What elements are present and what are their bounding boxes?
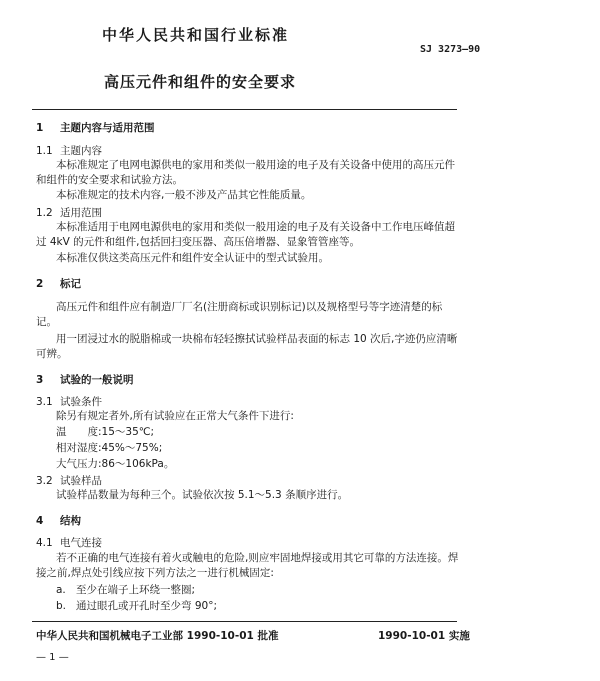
paragraph-line: 本标准适用于电网电源供电的家用和类似一般用途的电子及有关设备中工作电压峰值超 — [56, 221, 455, 233]
paragraph-line: 和组件的安全要求和试验方法。 — [36, 174, 183, 186]
list-item-a: a. 至少在端子上环绕一整圈; — [56, 584, 196, 596]
section-2-heading: 2 标记 — [36, 278, 81, 290]
section-4-heading: 4 结构 — [36, 515, 81, 527]
paragraph-line: 若不正确的电气连接有着火或触电的危险,则应牢固地焊接或用其它可靠的方法连接。焊 — [56, 552, 459, 564]
section-1-2-heading: 1.2 适用范围 — [36, 207, 102, 219]
paragraph-line: 接之前,焊点处引线应按下列方法之一进行机械固定: — [36, 567, 274, 579]
paragraph-line: 本标准规定的技术内容,一般不涉及产品其它性能质量。 — [56, 189, 312, 201]
paragraph-line: 本标准规定了电网电源供电的家用和类似一般用途的电子及有关设备中使用的高压元件 — [56, 159, 455, 171]
section-1-1-heading: 1.1 主题内容 — [36, 145, 102, 157]
paragraph-line: 除另有规定者外,所有试验应在正常大气条件下进行: — [56, 410, 294, 422]
standard-number: SJ 3273—90 — [420, 44, 481, 55]
standard-category: 中华人民共和国行业标准 — [102, 26, 290, 44]
approval-line: 中华人民共和国机械电子工业部 1990-10-01 批准 — [36, 630, 279, 642]
section-3-1-heading: 3.1 试验条件 — [36, 396, 102, 408]
condition-humidity: 相对湿度:45%～75%; — [56, 442, 163, 454]
list-item-b: b. 通过眼孔或开孔时至少弯 90°; — [56, 600, 217, 612]
paragraph-line: 过 4kV 的元件和组件,包括回扫变压器、高压倍增器、显象管管座等。 — [36, 236, 360, 248]
paragraph-line: 可辨。 — [36, 348, 68, 360]
section-3-heading: 3 试验的一般说明 — [36, 374, 134, 386]
section-3-2-heading: 3.2 试验样品 — [36, 475, 102, 487]
header-rule — [32, 109, 457, 110]
section-1-heading: 1 主题内容与适用范围 — [36, 122, 155, 134]
document-title: 高压元件和组件的安全要求 — [104, 73, 297, 91]
implementation-date: 1990-10-01 实施 — [378, 630, 470, 642]
condition-temperature: 温 度:15～35℃; — [56, 426, 155, 438]
footer-rule — [32, 621, 457, 622]
paragraph-line: 试验样品数量为每种三个。试验依次按 5.1～5.3 条顺序进行。 — [56, 489, 349, 501]
paragraph-line: 本标准仅供这类高压元件和组件安全认证中的型式试验用。 — [56, 252, 329, 264]
condition-pressure: 大气压力:86～106kPa。 — [56, 458, 175, 470]
page-number: — 1 — — [36, 652, 69, 663]
paragraph-line: 高压元件和组件应有制造厂厂名(注册商标或识别标记)以及规格型号等字迹清楚的标 — [56, 301, 443, 313]
section-4-1-heading: 4.1 电气连接 — [36, 537, 102, 549]
paragraph-line: 记。 — [36, 316, 57, 328]
paragraph-line: 用一团浸过水的脱脂棉或一块棉布轻轻擦拭试验样品表面的标志 10 次后,字迹仍应清晰 — [56, 333, 458, 345]
